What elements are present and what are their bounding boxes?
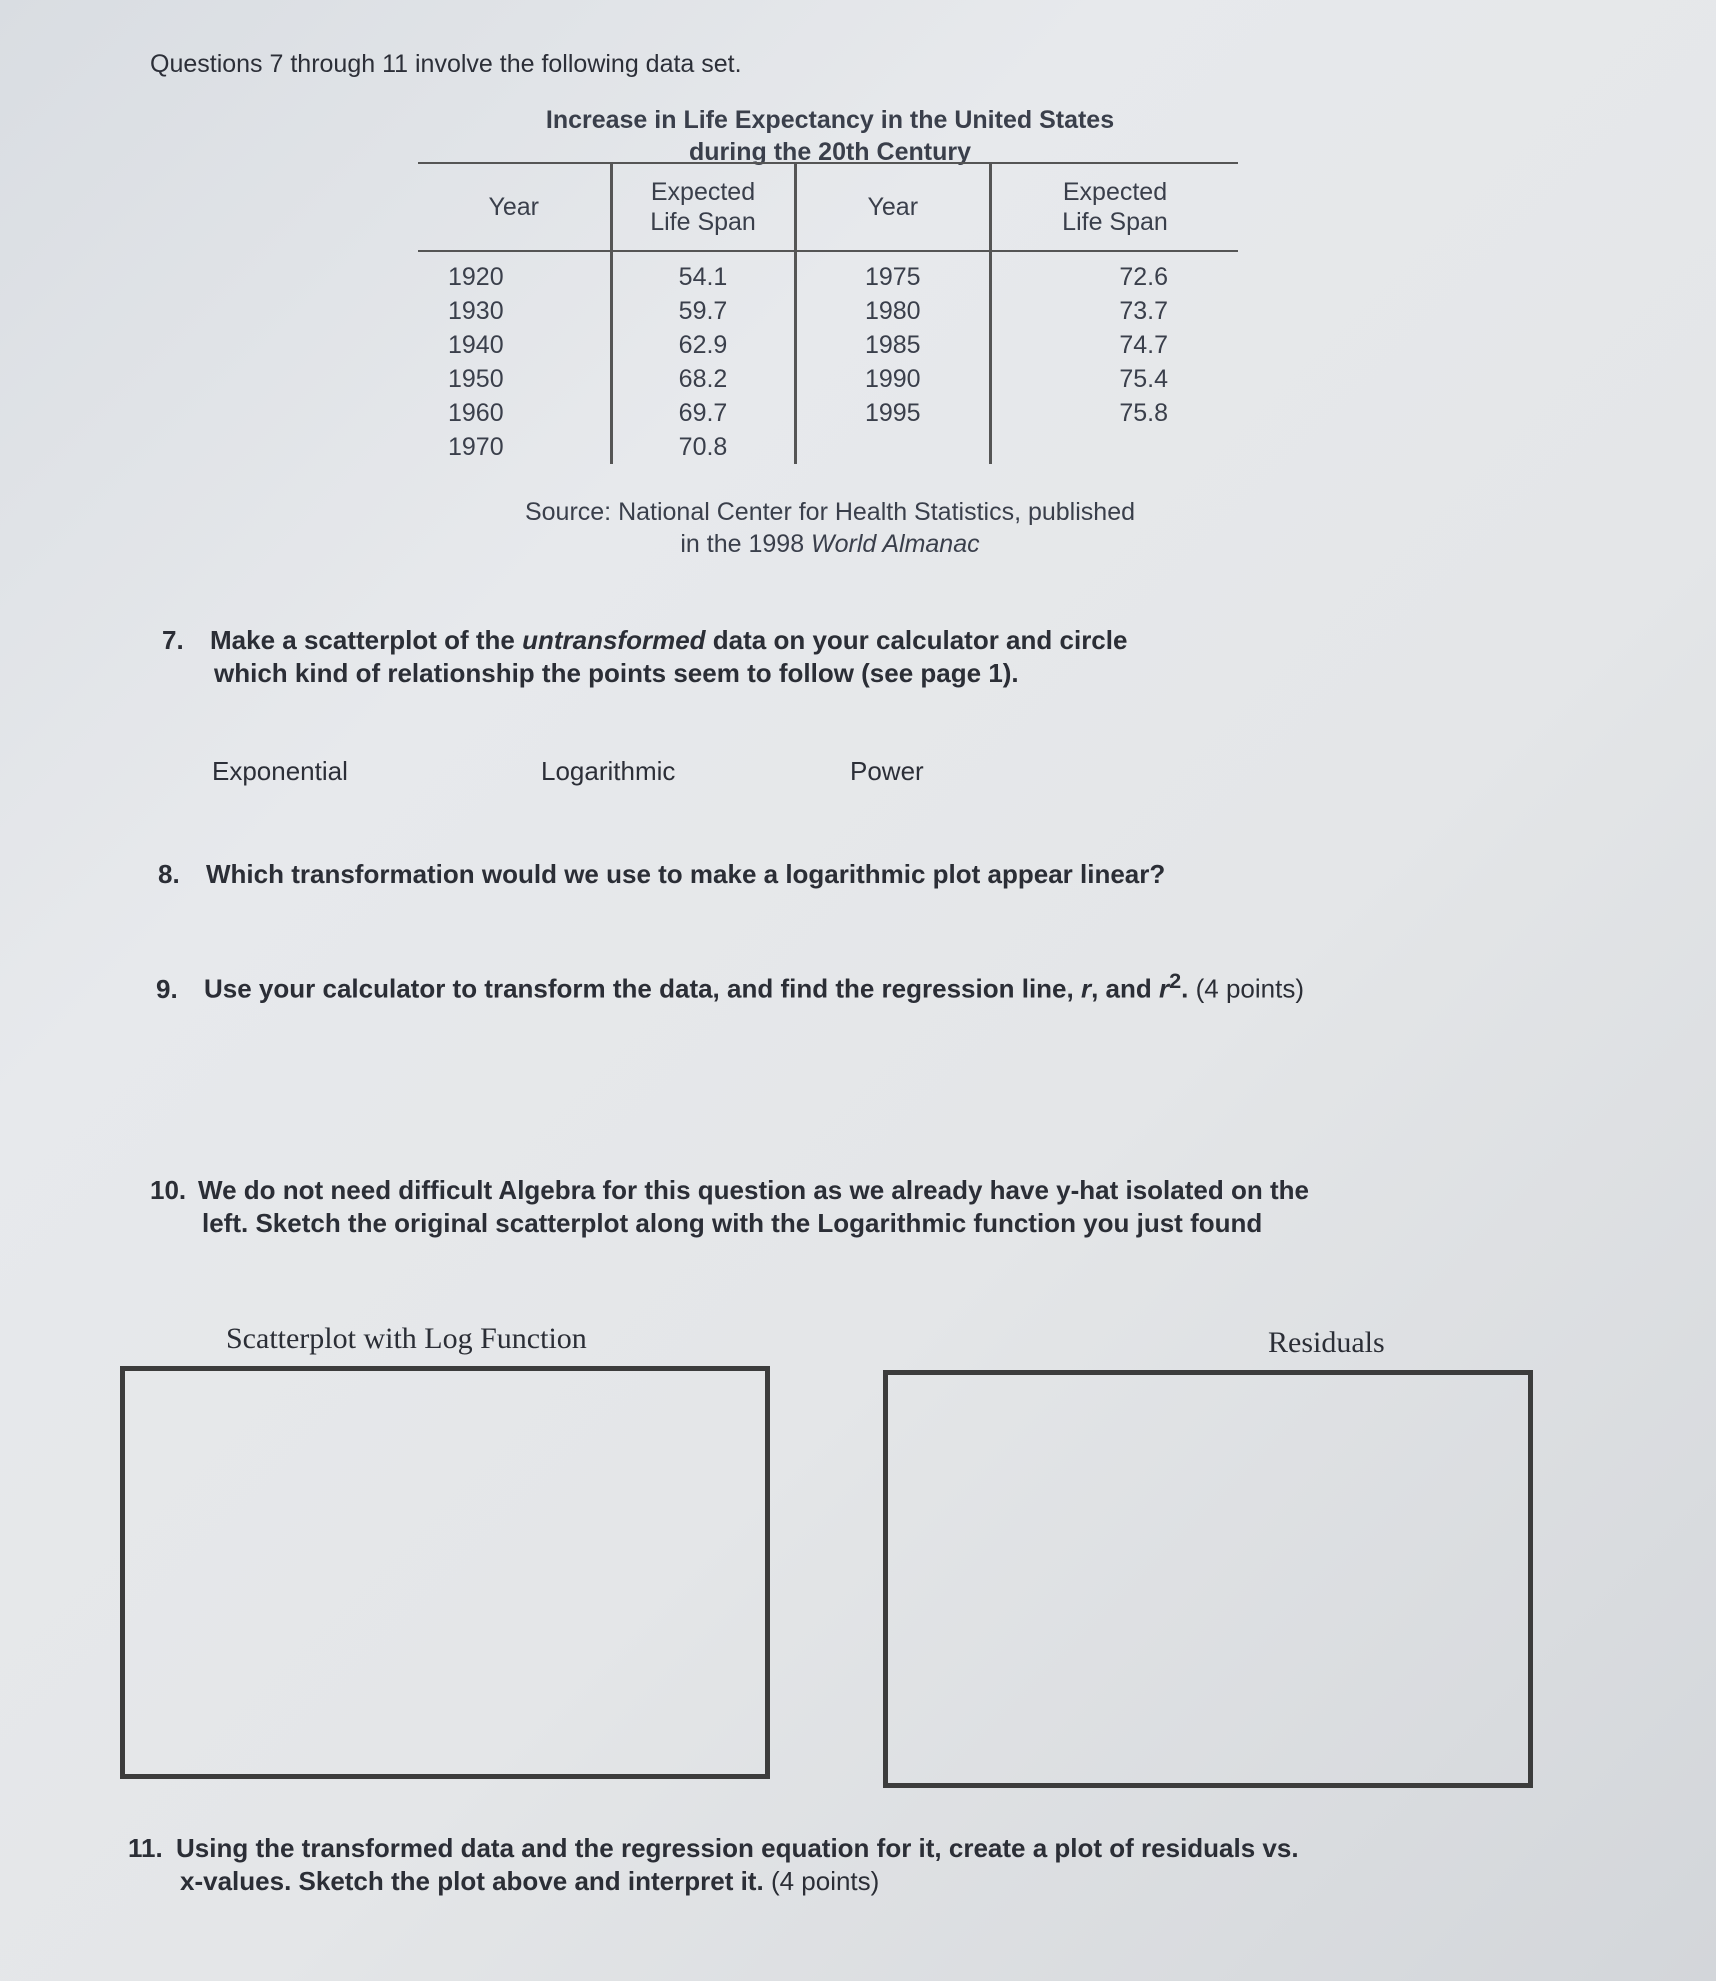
question-number: 10. bbox=[150, 1175, 187, 1205]
life-cell: 70.8 bbox=[611, 430, 795, 464]
life-expectancy-table bbox=[418, 162, 1238, 464]
q9-part3: . bbox=[1181, 973, 1196, 1004]
choice-power[interactable]: Power bbox=[850, 756, 924, 786]
q11-line2 bbox=[128, 1865, 1528, 1898]
q7-part2: data on your calculator and circle bbox=[705, 625, 1128, 655]
life-cell: 75.4 bbox=[1119, 364, 1168, 393]
table-header-row bbox=[418, 163, 1238, 251]
header-life-line1: Expected bbox=[1062, 178, 1168, 206]
year-cell: 1975 bbox=[795, 251, 990, 294]
source-almanac: World Almanac bbox=[811, 530, 980, 558]
life-cell: 62.9 bbox=[611, 328, 795, 362]
question-11 bbox=[128, 1832, 1528, 1898]
header-life-right bbox=[991, 163, 1239, 251]
question-number: 9. bbox=[156, 973, 178, 1004]
header-life-line2: Life Span bbox=[1062, 208, 1168, 236]
question-number: 8. bbox=[158, 859, 180, 889]
question-number: 11. bbox=[128, 1833, 163, 1863]
table-row bbox=[418, 396, 1238, 430]
header-life-line1: Expected bbox=[650, 178, 756, 206]
q8-text: Which transformation would we use to make a logarithmic plot appear linear? bbox=[206, 859, 1166, 889]
question-8 bbox=[158, 858, 1165, 891]
q9-points: (4 points) bbox=[1195, 973, 1305, 1004]
table-title-line1: Increase in Life Expectancy in the United States bbox=[545, 106, 1115, 134]
table-title-line2: during the 20th Century bbox=[689, 138, 971, 166]
q9-sup: 2 bbox=[1169, 968, 1182, 993]
q10-line1: We do not need difficult Algebra for this question as we already have y-hat isolated on the bbox=[198, 1175, 1309, 1205]
life-cell: 54.1 bbox=[611, 251, 795, 294]
year-cell: 1970 bbox=[418, 430, 611, 464]
residuals-box-label: Residuals bbox=[1268, 1326, 1385, 1359]
q11-points: (4 points) bbox=[770, 1866, 880, 1896]
life-cell: 75.8 bbox=[1119, 398, 1168, 427]
intro-text: Questions 7 through 11 involve the following data set. bbox=[150, 50, 742, 78]
life-cell: 59.7 bbox=[611, 294, 795, 328]
question-9 bbox=[156, 964, 1304, 1006]
table-row bbox=[418, 430, 1238, 464]
year-cell: 1950 bbox=[418, 362, 611, 396]
year-cell: 1930 bbox=[418, 294, 611, 328]
scatterplot-box-label: Scatterplot with Log Function bbox=[226, 1322, 587, 1355]
year-cell: 1995 bbox=[795, 396, 990, 430]
q7-line2: which kind of relationship the points seem to follow (see page 1). bbox=[214, 658, 1019, 688]
residuals-answer-box[interactable] bbox=[883, 1370, 1533, 1788]
q9-part1: Use your calculator to transform the data, and find the regression line, bbox=[204, 973, 1081, 1004]
year-cell: 1960 bbox=[418, 396, 611, 430]
scatterplot-answer-box[interactable] bbox=[120, 1366, 770, 1779]
source-line1: Source: National Center for Health Statistics, published bbox=[524, 498, 1136, 526]
year-cell: 1990 bbox=[795, 362, 990, 396]
header-life-line2: Life Span bbox=[650, 208, 756, 236]
question-number: 7. bbox=[162, 625, 184, 655]
header-year-right: Year bbox=[795, 163, 990, 251]
life-cell: 68.2 bbox=[611, 362, 795, 396]
q10-line2: left. Sketch the original scatterplot along with the Logarithmic function you just found bbox=[202, 1208, 1263, 1238]
choice-exponential[interactable]: Exponential bbox=[212, 756, 348, 786]
source-prefix: in the 1998 bbox=[680, 530, 812, 558]
life-cell: 69.7 bbox=[611, 396, 795, 430]
question-7 bbox=[162, 624, 1362, 690]
year-cell: 1940 bbox=[418, 328, 611, 362]
source-line2 bbox=[380, 528, 1280, 560]
year-cell: 1920 bbox=[418, 251, 611, 294]
table-title bbox=[380, 104, 1280, 168]
year-cell: 1980 bbox=[795, 294, 990, 328]
question-10 bbox=[150, 1174, 1470, 1240]
q7-italic: untransformed bbox=[522, 625, 706, 655]
empty-cell bbox=[795, 430, 990, 464]
empty-cell bbox=[991, 430, 1239, 464]
header-year-left: Year bbox=[418, 163, 611, 251]
table-row bbox=[418, 328, 1238, 362]
choice-logarithmic[interactable]: Logarithmic bbox=[541, 756, 676, 786]
q9-r2: r bbox=[1159, 973, 1170, 1004]
table-row bbox=[418, 294, 1238, 328]
table-row bbox=[418, 251, 1238, 294]
life-cell: 72.6 bbox=[1119, 262, 1168, 291]
q9-r: r bbox=[1080, 973, 1092, 1004]
life-cell: 74.7 bbox=[1119, 330, 1168, 359]
q11-line2-text: x-values. Sketch the plot above and interpret it. bbox=[180, 1866, 764, 1896]
table-row bbox=[418, 362, 1238, 396]
header-life-left bbox=[611, 163, 795, 251]
life-cell: 73.7 bbox=[1119, 296, 1168, 325]
q9-part2: , and bbox=[1091, 973, 1159, 1004]
q7-part1: Make a scatterplot of the bbox=[210, 625, 523, 655]
year-cell: 1985 bbox=[795, 328, 990, 362]
q11-line1: Using the transformed data and the regression equation for it, create a plot of residuals vs. bbox=[176, 1833, 1299, 1863]
table-source bbox=[380, 496, 1280, 560]
